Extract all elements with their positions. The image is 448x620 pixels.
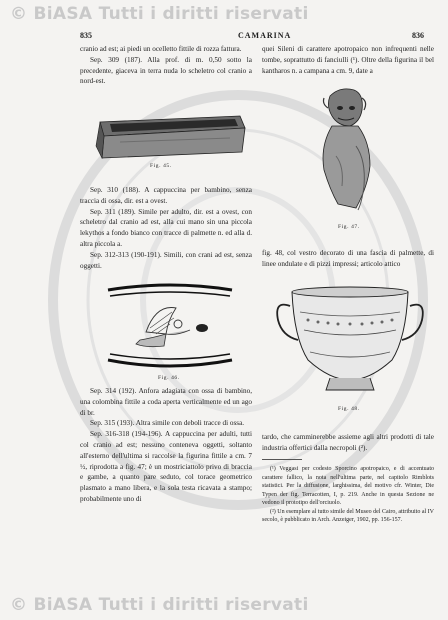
left-para-5: Sep. 312-313 (190-191). Simili, con crani ad est, senza oggetti. [80, 250, 252, 270]
right-text-block-2 [262, 248, 434, 270]
right-text-block-3 [262, 432, 434, 454]
left-para-8: Sep. 316-318 (194-196). A cappuccina per adulti, tutti col cranio ad est; nessuno conteneva oggetti, soltanto all'esterno dell'ultima si raccolse la figurina fittile a cm. 7 ½, riprodotta a fig. 47; è un mostriciattolo privo di braccia e gambe, a quanto pare seduto, col torace geometrico plasmato a mano libera, e la sola testa ricavata a stampo; probabilmente uno di [80, 430, 252, 503]
caption-fig-48: Fig. 48. [338, 406, 360, 412]
right-text-block-1 [262, 44, 434, 76]
running-title: CAMARINA [238, 31, 292, 40]
caption-fig-45: Fig. 45. [150, 163, 172, 169]
figure-45-tomb [90, 112, 250, 162]
left-para-2: Sep. 309 (187). Alla prof. di m. 0,50 sotto la precedente, giaceva in terra nuda lo scheletro col cranio a nord-est. [80, 55, 252, 86]
figure-48-kantharos [270, 282, 430, 402]
right-para-2: fig. 48, col vestro decorato di una fascia di palmette, di linee ondulate e di pizzi impressi; articolo attico [262, 249, 434, 268]
figure-46-winged-figure [106, 282, 234, 370]
left-para-1: cranio ad est; ai piedi un ocelletto fittile di rozza fattura. [80, 45, 242, 53]
footnote-2: (²) Un esemplare al tutto simile del Museo del Cairo, attribuito al IV secolo, è pubblicato in Arch. Anzeiger, 1902, pp. 156-157. [262, 508, 434, 523]
left-para-3: Sep. 310 (188). A cappuccina per bambino, senza traccia di ossa, dir. est a ovest. [80, 186, 252, 205]
left-text-block-2 [80, 185, 252, 271]
footnote-1: (¹) Veggasi per codesto Sporcino apotropaico, e di accentuato carattere fallico, la nota nell'ultima parte, nel capitolo Rimblots statistici. Per la diffusione, larghissima, del motivo cfr. Winter, Die Typen der fig. Terracotten, I, p. 219. Anche in questa Sezione ne vedono il prototipo dell'orciuolo. [262, 466, 434, 506]
left-para-4: Sep. 311 (189). Simile per adulto, dir. est a ovest, con scheletro dal cranio ad est, alla cui mano sin una piccola lekythos a fondo bianco con tracce di palmette n. ed alla d. altra piccola a. [80, 207, 252, 248]
page-number-left: 835 [80, 31, 92, 40]
watermark-bottom: © BiASA Tutti i diritti riservati [10, 595, 309, 615]
left-para-7: Sep. 315 (193). Altra simile con deboli tracce di ossa. [90, 419, 245, 428]
caption-fig-47: Fig. 47. [338, 224, 360, 230]
left-text-block-1 [80, 44, 252, 87]
right-para-1: quei Sileni di carattere apotropaico non infrequenti nelle tombe, soprattutto di fanciulli (¹). Oltre della figurina il bel kantharos n. a campana a cm. 9, date a [262, 45, 434, 75]
footnotes [262, 465, 434, 525]
page-number-right: 836 [412, 31, 424, 40]
left-para-6: Sep. 314 (192). Anfora adagiata con ossa di bambino, una colombina fittile a coda aperta verticalmente ed un ago di br. [80, 387, 252, 417]
left-text-block-3 [80, 386, 252, 505]
caption-fig-46: Fig. 46. [158, 375, 180, 381]
watermark-top: © BiASA Tutti i diritti riservati [10, 4, 309, 24]
figure-47-figurine [310, 86, 390, 216]
right-para-3: tardo, che camminerebbe assieme agli altri prodotti di tale industria offertici dalla necropoli (²). [262, 433, 434, 452]
footnote-rule [262, 459, 302, 460]
